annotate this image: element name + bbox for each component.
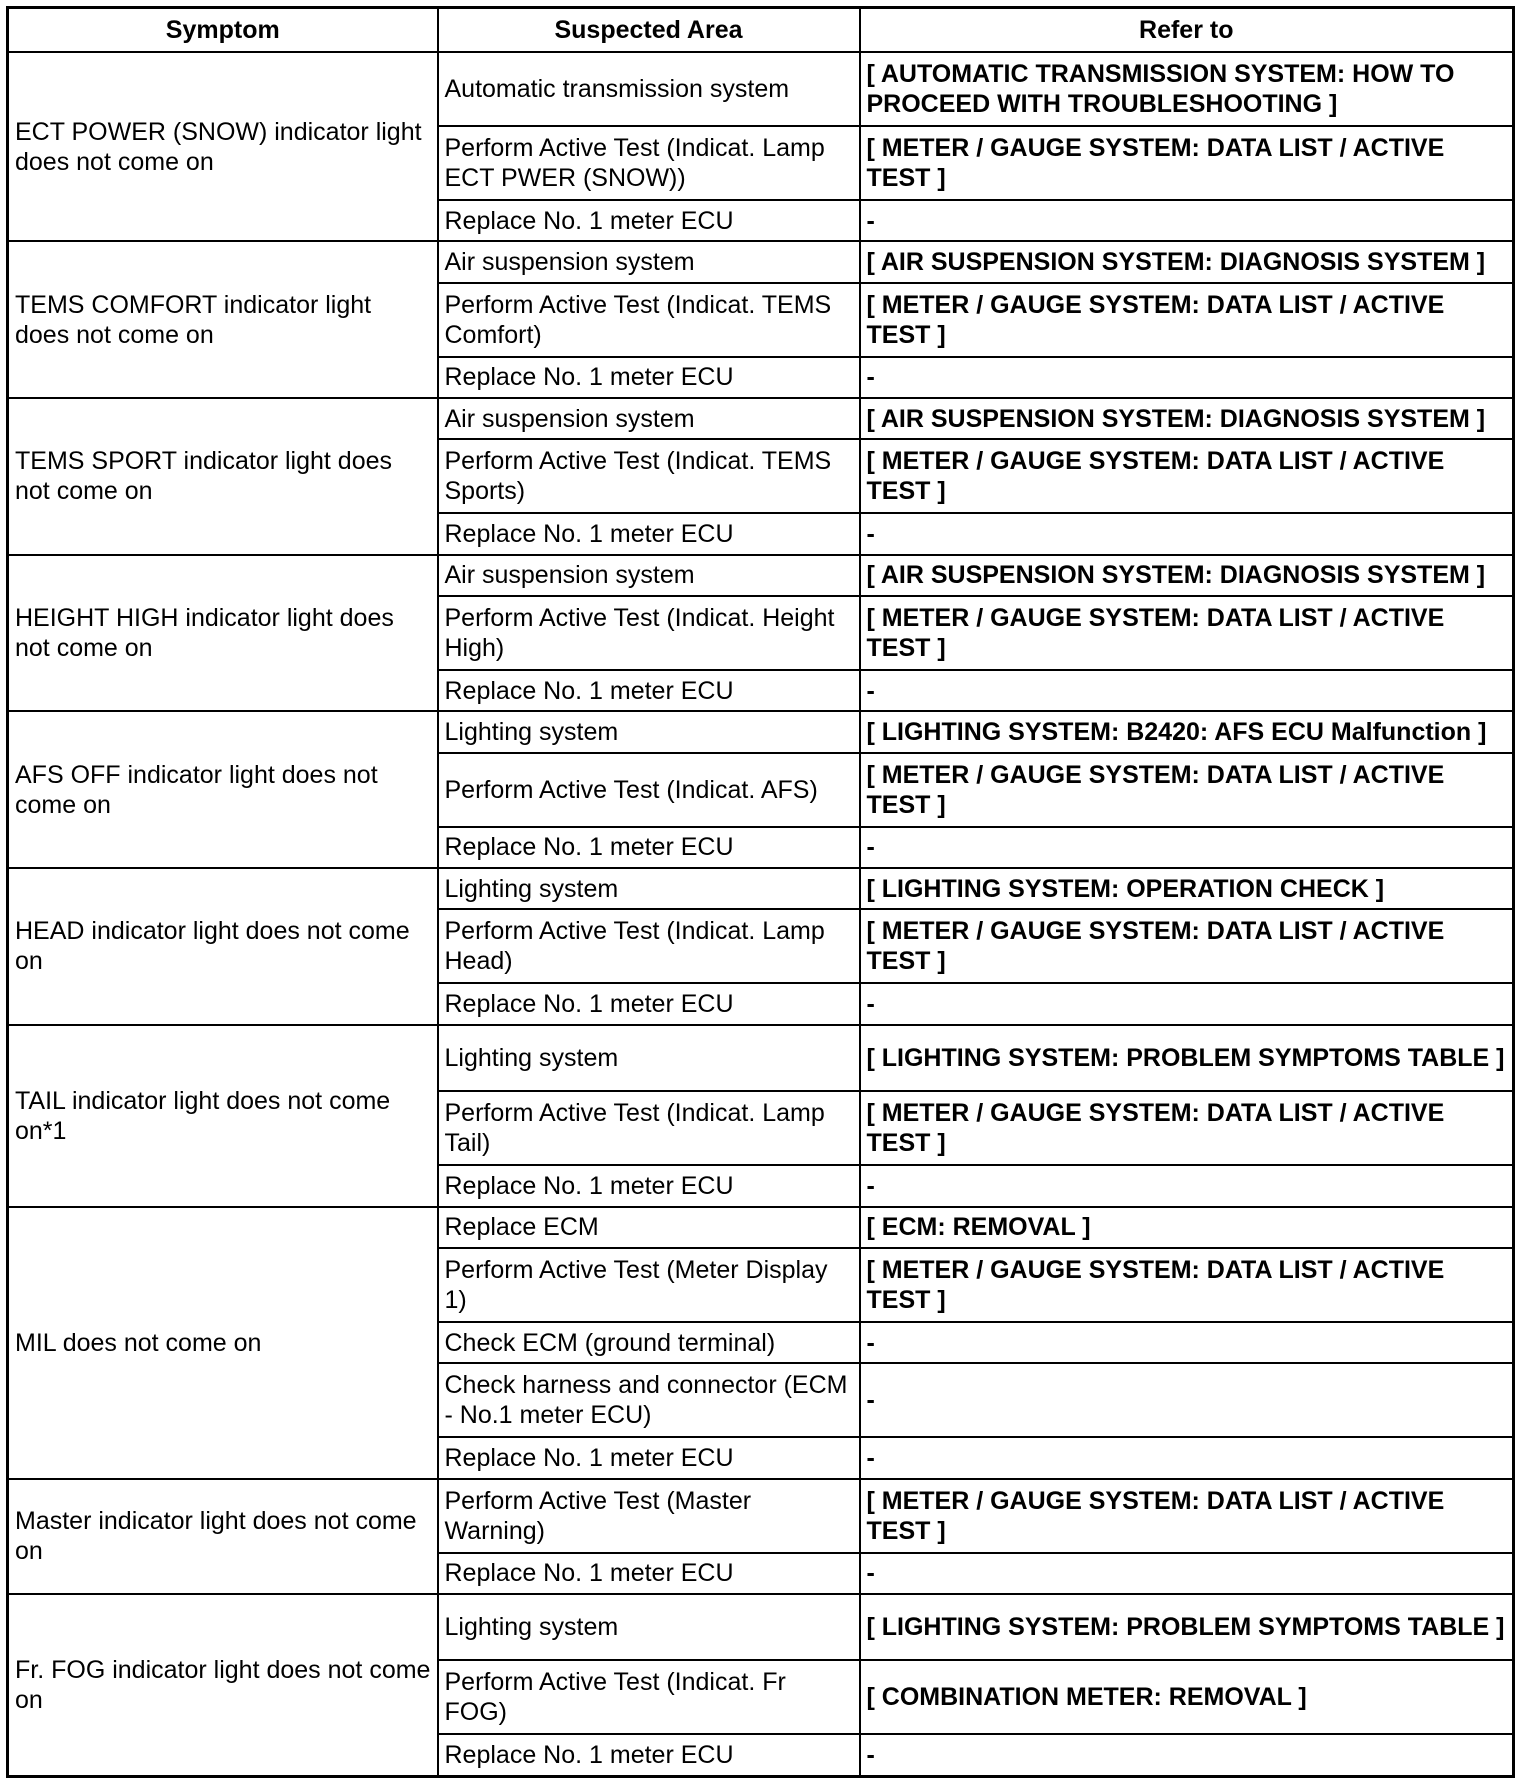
refer-to-cell: [ METER / GAUGE SYSTEM: DATA LIST / ACTIVE TEST ]: [860, 909, 1514, 983]
table-header-row: [8, 8, 1514, 53]
refer-to-cell: -: [860, 670, 1514, 711]
suspected-area-cell: Replace No. 1 meter ECU: [438, 200, 860, 241]
refer-to-cell: -: [860, 513, 1514, 554]
symptom-cell: TAIL indicator light does not come on*1: [8, 1025, 438, 1207]
refer-to-cell: [ METER / GAUGE SYSTEM: DATA LIST / ACTIVE TEST ]: [860, 1479, 1514, 1553]
refer-to-cell: [ ECM: REMOVAL ]: [860, 1207, 1514, 1248]
troubleshooting-table: [6, 6, 1515, 1778]
refer-to-cell: [ LIGHTING SYSTEM: OPERATION CHECK ]: [860, 868, 1514, 909]
suspected-area-cell: Check harness and connector (ECM - No.1 meter ECU): [438, 1363, 860, 1437]
table-row: [8, 711, 1514, 752]
header-suspected-area: Suspected Area: [438, 8, 860, 53]
table-body: [8, 52, 1514, 1777]
header-symptom: Symptom: [8, 8, 438, 53]
refer-to-cell: [ AIR SUSPENSION SYSTEM: DIAGNOSIS SYSTEM ]: [860, 398, 1514, 439]
refer-to-cell: -: [860, 1363, 1514, 1437]
suspected-area-cell: Replace No. 1 meter ECU: [438, 1165, 860, 1206]
suspected-area-cell: Replace No. 1 meter ECU: [438, 1437, 860, 1478]
suspected-area-cell: Perform Active Test (Indicat. Fr FOG): [438, 1660, 860, 1734]
suspected-area-cell: Replace No. 1 meter ECU: [438, 827, 860, 868]
header-refer-to: Refer to: [860, 8, 1514, 53]
refer-to-cell: [ METER / GAUGE SYSTEM: DATA LIST / ACTIVE TEST ]: [860, 596, 1514, 670]
suspected-area-cell: Check ECM (ground terminal): [438, 1322, 860, 1363]
symptom-cell: HEAD indicator light does not come on: [8, 868, 438, 1025]
symptom-cell: TEMS COMFORT indicator light does not come on: [8, 241, 438, 398]
suspected-area-cell: Perform Active Test (Indicat. TEMS Sports): [438, 439, 860, 513]
refer-to-cell: [ METER / GAUGE SYSTEM: DATA LIST / ACTIVE TEST ]: [860, 126, 1514, 200]
refer-to-cell: -: [860, 1553, 1514, 1594]
suspected-area-cell: Lighting system: [438, 1594, 860, 1660]
suspected-area-cell: Perform Active Test (Indicat. Height High): [438, 596, 860, 670]
symptom-cell: AFS OFF indicator light does not come on: [8, 711, 438, 868]
suspected-area-cell: Replace No. 1 meter ECU: [438, 513, 860, 554]
suspected-area-cell: Lighting system: [438, 711, 860, 752]
table-row: [8, 398, 1514, 439]
suspected-area-cell: Replace No. 1 meter ECU: [438, 983, 860, 1024]
refer-to-cell: -: [860, 827, 1514, 868]
suspected-area-cell: Perform Active Test (Indicat. Lamp Tail): [438, 1091, 860, 1165]
refer-to-cell: [ METER / GAUGE SYSTEM: DATA LIST / ACTIVE TEST ]: [860, 439, 1514, 513]
suspected-area-cell: Air suspension system: [438, 241, 860, 282]
table-row: [8, 555, 1514, 596]
refer-to-cell: [ LIGHTING SYSTEM: B2420: AFS ECU Malfunction ]: [860, 711, 1514, 752]
refer-to-cell: -: [860, 357, 1514, 398]
symptom-cell: HEIGHT HIGH indicator light does not come on: [8, 555, 438, 712]
suspected-area-cell: Replace No. 1 meter ECU: [438, 1734, 860, 1776]
suspected-area-cell: Perform Active Test (Indicat. AFS): [438, 753, 860, 827]
refer-to-cell: -: [860, 200, 1514, 241]
table-row: [8, 52, 1514, 126]
suspected-area-cell: Replace ECM: [438, 1207, 860, 1248]
suspected-area-cell: Perform Active Test (Indicat. TEMS Comfort): [438, 283, 860, 357]
refer-to-cell: -: [860, 1437, 1514, 1478]
suspected-area-cell: Perform Active Test (Meter Display 1): [438, 1248, 860, 1322]
refer-to-cell: -: [860, 983, 1514, 1024]
symptom-cell: TEMS SPORT indicator light does not come on: [8, 398, 438, 555]
symptom-cell: MIL does not come on: [8, 1207, 438, 1479]
suspected-area-cell: Replace No. 1 meter ECU: [438, 357, 860, 398]
symptom-cell: ECT POWER (SNOW) indicator light does not come on: [8, 52, 438, 241]
refer-to-cell: -: [860, 1165, 1514, 1206]
suspected-area-cell: Automatic transmission system: [438, 52, 860, 126]
suspected-area-cell: Perform Active Test (Indicat. Lamp Head): [438, 909, 860, 983]
refer-to-cell: [ METER / GAUGE SYSTEM: DATA LIST / ACTIVE TEST ]: [860, 1248, 1514, 1322]
symptom-cell: Master indicator light does not come on: [8, 1479, 438, 1594]
suspected-area-cell: Air suspension system: [438, 555, 860, 596]
table-row: [8, 1025, 1514, 1091]
suspected-area-cell: Perform Active Test (Master Warning): [438, 1479, 860, 1553]
suspected-area-cell: Lighting system: [438, 1025, 860, 1091]
refer-to-cell: [ METER / GAUGE SYSTEM: DATA LIST / ACTIVE TEST ]: [860, 283, 1514, 357]
table-row: [8, 1479, 1514, 1553]
suspected-area-cell: Lighting system: [438, 868, 860, 909]
refer-to-cell: [ COMBINATION METER: REMOVAL ]: [860, 1660, 1514, 1734]
symptom-cell: Fr. FOG indicator light does not come on: [8, 1594, 438, 1777]
refer-to-cell: [ LIGHTING SYSTEM: PROBLEM SYMPTOMS TABLE ]: [860, 1594, 1514, 1660]
refer-to-cell: -: [860, 1734, 1514, 1776]
refer-to-cell: [ LIGHTING SYSTEM: PROBLEM SYMPTOMS TABLE ]: [860, 1025, 1514, 1091]
suspected-area-cell: Air suspension system: [438, 398, 860, 439]
suspected-area-cell: Replace No. 1 meter ECU: [438, 1553, 860, 1594]
suspected-area-cell: Perform Active Test (Indicat. Lamp ECT PWER (SNOW)): [438, 126, 860, 200]
refer-to-cell: [ AUTOMATIC TRANSMISSION SYSTEM: HOW TO PROCEED WITH TROUBLESHOOTING ]: [860, 52, 1514, 126]
table-row: [8, 1594, 1514, 1660]
refer-to-cell: [ METER / GAUGE SYSTEM: DATA LIST / ACTIVE TEST ]: [860, 753, 1514, 827]
refer-to-cell: [ AIR SUSPENSION SYSTEM: DIAGNOSIS SYSTEM ]: [860, 555, 1514, 596]
refer-to-cell: [ AIR SUSPENSION SYSTEM: DIAGNOSIS SYSTEM ]: [860, 241, 1514, 282]
table-row: [8, 241, 1514, 282]
refer-to-cell: [ METER / GAUGE SYSTEM: DATA LIST / ACTIVE TEST ]: [860, 1091, 1514, 1165]
table-row: [8, 1207, 1514, 1248]
suspected-area-cell: Replace No. 1 meter ECU: [438, 670, 860, 711]
refer-to-cell: -: [860, 1322, 1514, 1363]
table-row: [8, 868, 1514, 909]
